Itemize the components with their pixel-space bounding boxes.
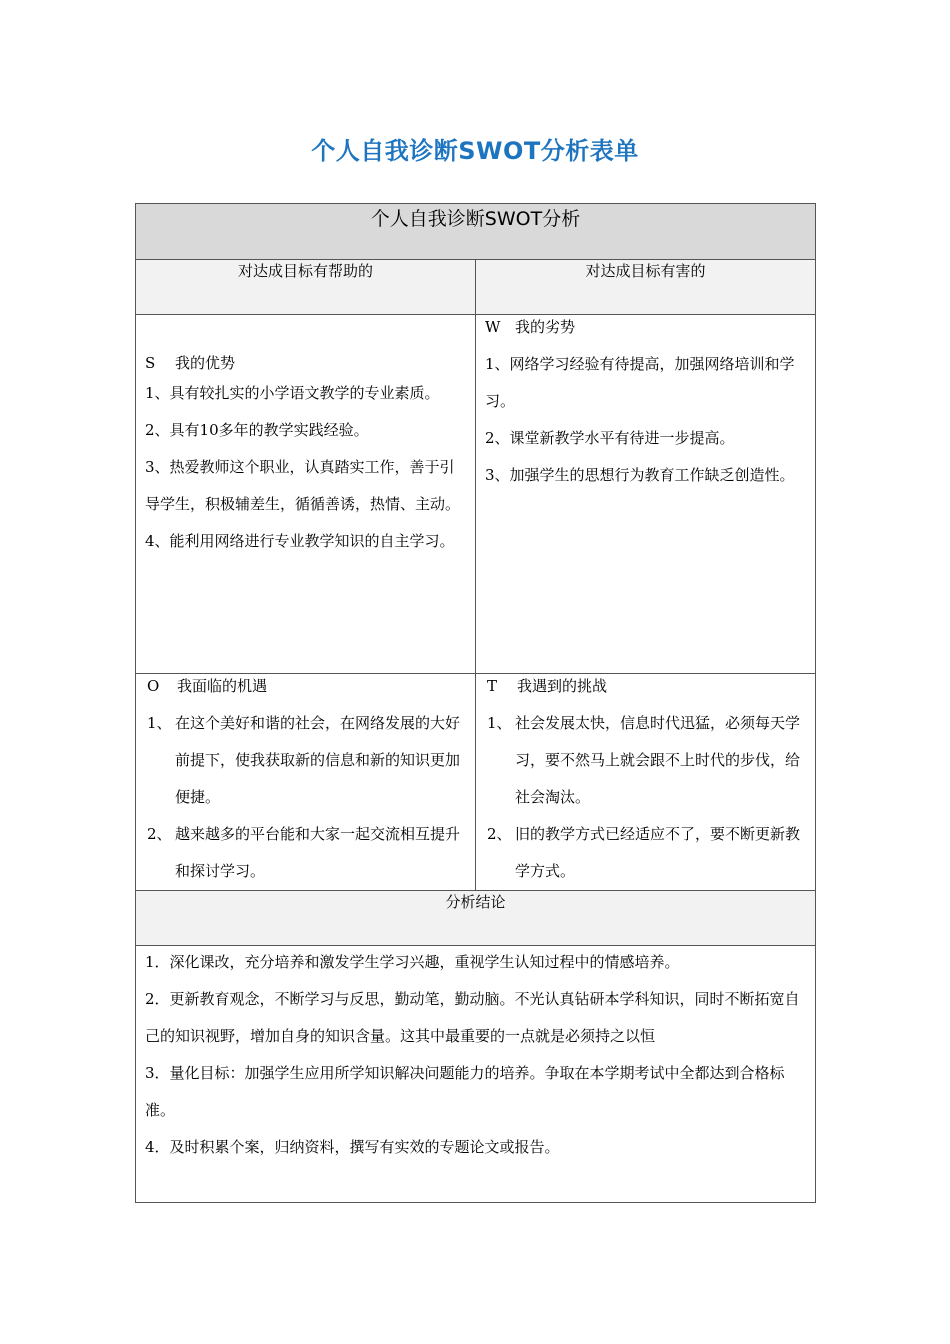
conclusion-item: 4．及时积累个案，归纳资料，撰写有实效的专题论文或报告。 [145, 1138, 560, 1156]
conclusion-item: 3．量化目标：加强学生应用所学知识解决问题能力的培养。争取在本学期考试中全都达到合格标准。 [145, 1064, 785, 1119]
conclusion-header: 分析结论 [136, 891, 816, 946]
column-header-helpful: 对达成目标有帮助的 [136, 260, 476, 315]
opportunities-cell [136, 674, 476, 891]
item-text: 社会发展太快，信息时代迅猛，必须每天学习，要不然马上就会跟不上时代的步伐，给社会淘汰。 [515, 714, 801, 806]
item-number: 2、 [487, 825, 512, 843]
table-header: 个人自我诊断SWOT分析 [136, 204, 816, 260]
opportunities-threats-row [136, 674, 816, 891]
weakness-item: 3、加强学生的思想行为教育工作缺乏创造性。 [485, 466, 795, 484]
weakness-item: 1、网络学习经验有待提高，加强网络培训和学习。 [485, 355, 795, 410]
strengths-title: 我的优势 [175, 354, 236, 372]
item-number: 1、 [147, 714, 172, 732]
opportunities-title: 我面临的机遇 [177, 677, 268, 695]
strengths-weaknesses-row [136, 315, 816, 674]
strength-item: 4、能利用网络进行专业教学知识的自主学习。 [145, 532, 455, 550]
document-title: 个人自我诊断SWOT分析表单 [311, 137, 639, 165]
column-header-harmful: 对达成目标有害的 [476, 260, 816, 315]
conclusion-item: 2．更新教育观念，不断学习与反思，勤动笔，勤动脑。不光认真钻研本学科知识，同时不断拓宽自己的知识视野，增加自身的知识含量。这其中最重要的一点就是必须持之以恒 [145, 990, 800, 1045]
item-text: 旧的教学方式已经适应不了，要不断更新教学方式。 [515, 825, 801, 880]
item-text: 越来越多的平台能和大家一起交流相互提升和探讨学习。 [175, 825, 461, 880]
item-text: 在这个美好和谐的社会，在网络发展的大好前提下，使我获取新的信息和新的知识更加便捷。 [175, 714, 461, 806]
conclusion-row [136, 946, 816, 1203]
threats-heading [487, 673, 807, 699]
strengths-cell [136, 315, 476, 674]
weaknesses-cell [476, 315, 816, 674]
opportunity-item [147, 816, 467, 890]
column-header-row [136, 260, 816, 315]
threats-cell [476, 674, 816, 891]
weakness-item: 2、课堂新教学水平有待进一步提高。 [485, 429, 735, 447]
threats-title: 我遇到的挑战 [517, 677, 608, 695]
swot-table [135, 203, 816, 1203]
weaknesses-letter: W [485, 318, 501, 336]
opportunities-heading [147, 673, 467, 699]
conclusion-item: 1．深化课改，充分培养和激发学生学习兴趣，重视学生认知过程中的情感培养。 [145, 953, 680, 971]
threat-item [487, 816, 807, 890]
strengths-heading [145, 351, 467, 375]
threats-letter: T [487, 677, 498, 695]
item-number: 1、 [487, 714, 512, 732]
conclusion-header-row [136, 891, 816, 946]
item-number: 2、 [147, 825, 172, 843]
weaknesses-heading [485, 314, 807, 340]
threat-item [487, 705, 807, 816]
strength-item: 2、具有10多年的教学实践经验。 [145, 421, 369, 439]
strengths-letter: S [145, 354, 156, 372]
strength-item: 3、热爱教师这个职业，认真踏实工作，善于引导学生，积极辅差生，循循善诱，热情、主动。 [145, 458, 461, 513]
weaknesses-title: 我的劣势 [515, 318, 576, 336]
table-header-row [136, 204, 816, 260]
opportunities-letter: O [147, 677, 160, 695]
conclusion-cell [136, 946, 816, 1203]
opportunity-item [147, 705, 467, 816]
strength-item: 1、具有较扎实的小学语文教学的专业素质。 [145, 384, 440, 402]
